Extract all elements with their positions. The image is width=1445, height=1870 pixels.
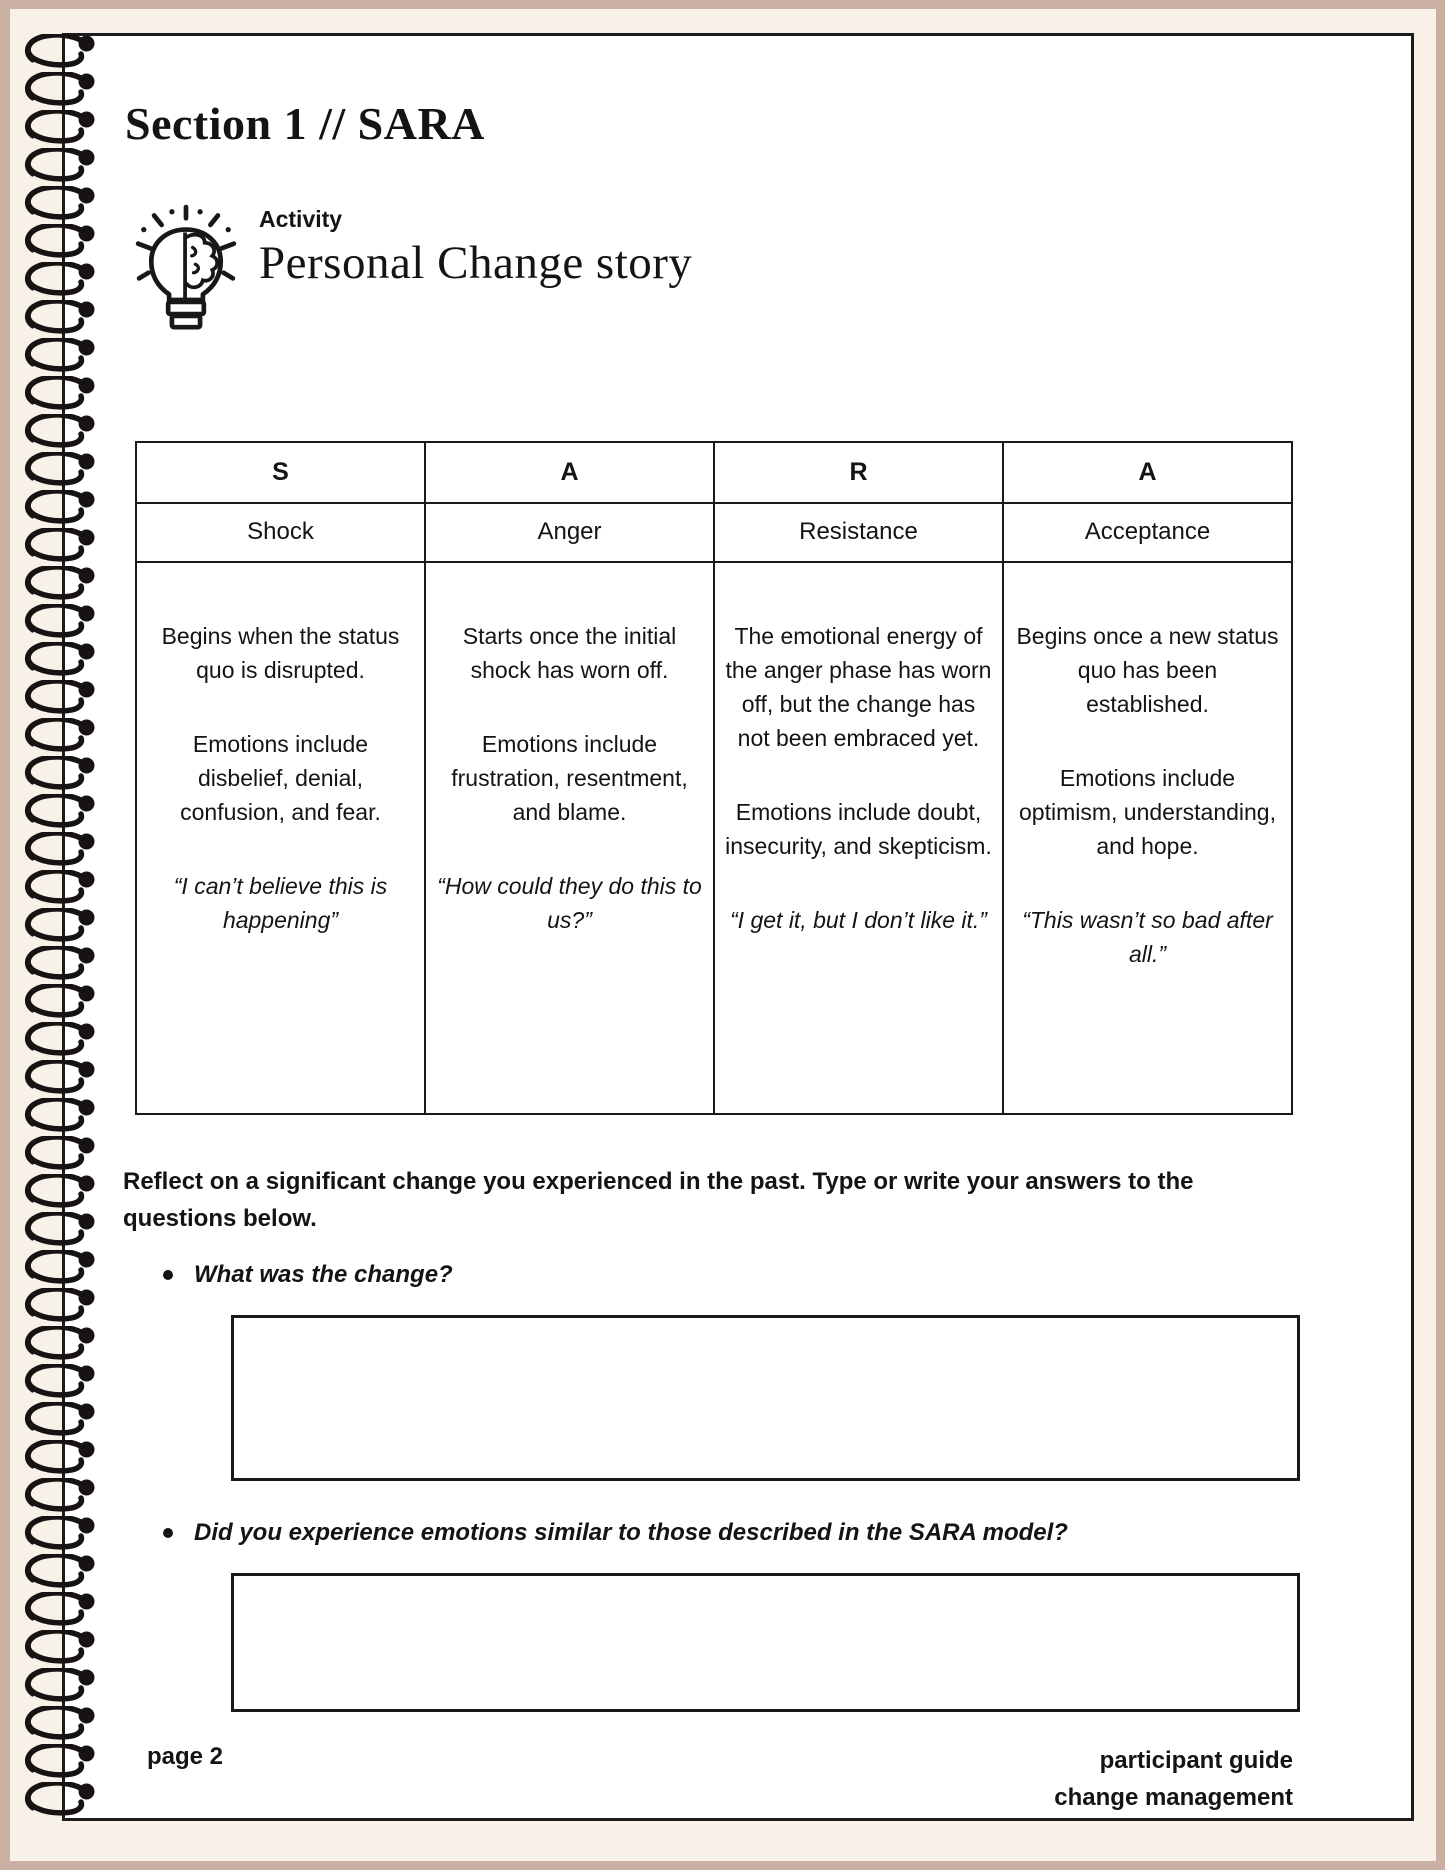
footer-guide-line: participant guide [1099, 1746, 1293, 1774]
activity-text-block [259, 204, 692, 291]
shock-description-1: Begins when the status quo is disrupted. [161, 622, 400, 683]
anger-description-2: Emotions include frustration, resentment, and blame. [451, 730, 688, 825]
activity-label: Activity [259, 205, 343, 232]
worksheet-page [62, 33, 1414, 1821]
shock-description-2: Emotions include disbelief, denial, confusion, and fear. [180, 730, 381, 825]
shock-quote: “I can’t believe this is happening” [173, 872, 388, 933]
question-1-label: What was the change? [194, 1260, 453, 1288]
lightbulb-brain-icon [125, 204, 247, 339]
table-phase-row [136, 503, 1292, 562]
question-1 [163, 1261, 1293, 1289]
letter-cell-a2: A [1003, 442, 1292, 503]
acceptance-quote: “This wasn’t so bad after all.” [1022, 906, 1273, 967]
description-cell-anger [425, 562, 714, 1114]
phase-cell-shock: Shock [136, 503, 425, 562]
table-description-row [136, 562, 1292, 1114]
letter-cell-r: R [714, 442, 1003, 503]
letter-cell-a: A [425, 442, 714, 503]
answer-input-2[interactable] [231, 1573, 1300, 1712]
footer-guide-info [1054, 1742, 1293, 1816]
bullet-icon [163, 1528, 173, 1538]
answer-input-1[interactable] [231, 1315, 1300, 1481]
acceptance-description-1: Begins once a new status quo has been established. [1016, 622, 1279, 717]
resistance-description-2: Emotions include doubt, insecurity, and skepticism. [725, 798, 992, 859]
question-2 [163, 1519, 1293, 1547]
question-2-label: Did you experience emotions similar to those described in the SARA model? [194, 1518, 1068, 1546]
anger-description-1: Starts once the initial shock has worn off. [462, 622, 677, 683]
acceptance-description-2: Emotions include optimism, understanding, and hope. [1019, 764, 1276, 859]
phase-cell-resistance: Resistance [714, 503, 1003, 562]
reflection-instructions: Reflect on a significant change you experienced in the past. Type or write your answers to the questions below. [123, 1167, 1194, 1232]
phase-cell-anger: Anger [425, 503, 714, 562]
description-cell-acceptance [1003, 562, 1292, 1114]
page-footer [147, 1742, 1293, 1816]
anger-quote: “How could they do this to us?” [437, 872, 702, 933]
activity-title: Personal Change story [259, 236, 693, 289]
activity-header [123, 204, 1293, 339]
spiral-binding [20, 34, 100, 1816]
table-letter-row [136, 442, 1292, 503]
resistance-description-1: The emotional energy of the anger phase has worn off, but the change has not been embraced yet. [725, 622, 992, 751]
sara-model-table [135, 441, 1293, 1115]
page-title: Section 1 // SARA [125, 98, 485, 149]
description-cell-shock [136, 562, 425, 1114]
resistance-quote: “I get it, but I don’t like it.” [730, 906, 987, 933]
description-cell-resistance [714, 562, 1003, 1114]
bullet-icon [163, 1270, 173, 1280]
footer-page-number: page 2 [147, 1742, 224, 1770]
letter-cell-s: S [136, 442, 425, 503]
footer-course-line: change management [1054, 1783, 1293, 1811]
phase-cell-acceptance: Acceptance [1003, 503, 1292, 562]
